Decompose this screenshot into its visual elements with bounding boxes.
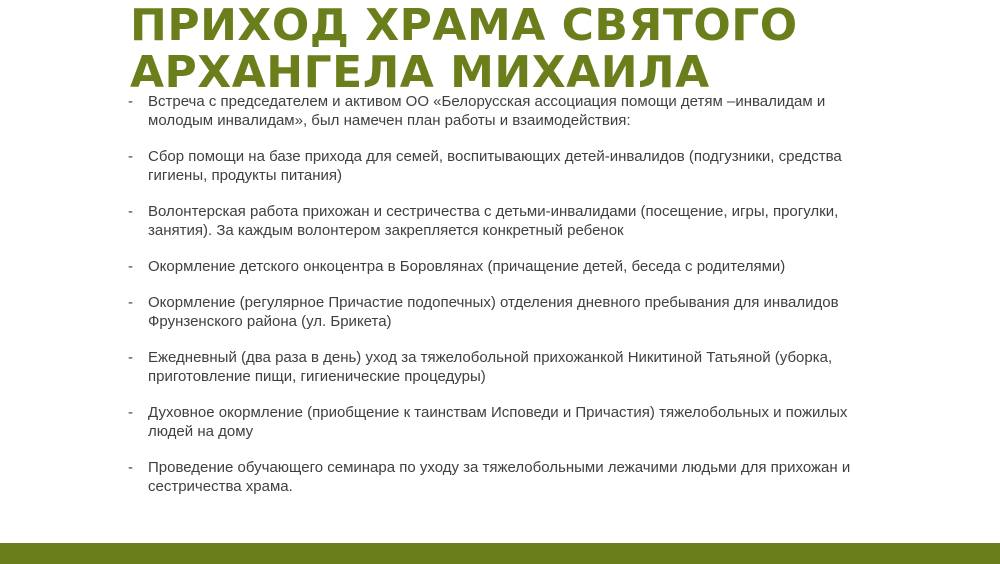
bullet-text: Окормление детского онкоцентра в Боровлянах (причащение детей, беседа с родителями) — [148, 258, 786, 275]
bullet-text: Встреча с председателем и активом ОО «Белорусская ассоциация помощи детям –инвалидам и молодым инвалидам», был намечен план работы и взаимодействия: — [148, 93, 826, 129]
bullet-marker: - — [128, 258, 133, 275]
bullet-text: Проведение обучающего семинара по уходу за тяжелобольными лежачими людьми для прихожан и сестричества храма. — [148, 459, 851, 495]
bullet-item-8 — [128, 458, 888, 496]
bullet-marker: - — [128, 404, 133, 421]
bullet-text: Окормление (регулярное Причастие подопечных) отделения дневного пребывания для инвалидов Фрунзенского района (ул. Брикета) — [148, 294, 839, 330]
bullet-item-3 — [128, 202, 888, 240]
bullet-item-1 — [128, 92, 888, 130]
bullet-text: Волонтерская работа прихожан и сестричества с детьми-инвалидами (посещение, игры, прогулки, занятия). За каждым волонтером закрепляется конкретный ребенок — [148, 203, 839, 239]
bullet-item-7 — [128, 403, 888, 441]
bullet-text: Сбор помощи на базе прихода для семей, воспитывающих детей-инвалидов (подгузники, средства гигиены, продукты питания) — [148, 148, 842, 184]
slide-title — [130, 2, 798, 96]
slide-title-line-1: ПРИХОД ХРАМА СВЯТОГО — [130, 0, 798, 51]
footer-bar — [0, 543, 1000, 564]
bullet-marker: - — [128, 459, 133, 476]
bullet-text: Духовное окормление (приобщение к таинствам Исповеди и Причастия) тяжелобольных и пожилых людей на дому — [148, 404, 848, 440]
bullet-marker: - — [128, 203, 133, 220]
bullet-text: Ежедневный (два раза в день) уход за тяжелобольной прихожанкой Никитиной Татьяной (уборка, приготовление пищи, гигиенические процедуры) — [148, 349, 833, 385]
bullet-marker: - — [128, 148, 133, 165]
bullet-item-2 — [128, 147, 888, 185]
bullet-marker: - — [128, 93, 133, 110]
slide-title-line-2: АРХАНГЕЛА МИХАИЛА — [130, 47, 710, 98]
bullet-item-5 — [128, 293, 888, 331]
bullet-item-4 — [128, 257, 888, 276]
bullet-item-6 — [128, 348, 888, 386]
bullet-marker: - — [128, 294, 133, 311]
bullet-marker: - — [128, 349, 133, 366]
